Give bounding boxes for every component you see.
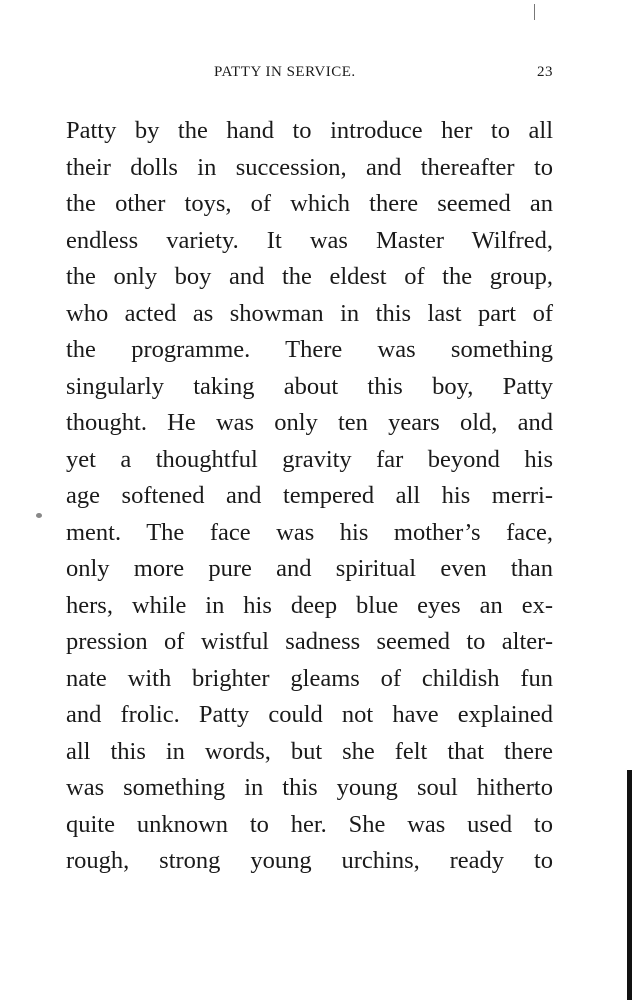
scan-speck [36, 513, 42, 518]
scan-mark [534, 4, 538, 20]
text-line: who acted as showman in this last part of [66, 299, 553, 327]
text-line: thought. He was only ten years old, and [66, 409, 553, 436]
text-line: the programme. There was something [66, 336, 553, 363]
text-line: the other toys, of which there seemed an [66, 190, 553, 217]
page-number: 23 [537, 64, 553, 80]
text-line: age softened and tempered all his merri- [66, 482, 553, 509]
text-line: quite unknown to her. She was used to [66, 810, 553, 838]
scan-edge-shadow [627, 770, 632, 1000]
body-text [66, 113, 553, 880]
text-line: their dolls in succession, and thereafter to [66, 153, 553, 181]
text-line: yet a thoughtful gravity far beyond his [66, 445, 553, 473]
running-title: PATTY IN SERVICE. [214, 64, 356, 80]
text-line: and frolic. Patty could not have explained [66, 701, 553, 728]
text-line: pression of wistful sadness seemed to alter- [66, 628, 553, 655]
text-line: was something in this young soul hitherto [66, 774, 553, 801]
text-line: singularly taking about this boy, Patty [66, 372, 553, 400]
text-line: the only boy and the eldest of the group, [66, 263, 553, 290]
text-line: endless variety. It was Master Wilfred, [66, 226, 553, 254]
text-line: hers, while in his deep blue eyes an ex- [66, 591, 553, 619]
text-line: nate with brighter gleams of childish fun [66, 664, 553, 692]
text-line: rough, strong young urchins, ready to [66, 847, 553, 874]
running-head [66, 64, 553, 84]
text-line: all this in words, but she felt that there [66, 737, 553, 765]
text-line: ment. The face was his mother’s face, [66, 518, 553, 546]
text-line: Patty by the hand to introduce her to all [66, 117, 553, 144]
text-line: only more pure and spiritual even than [66, 555, 553, 582]
